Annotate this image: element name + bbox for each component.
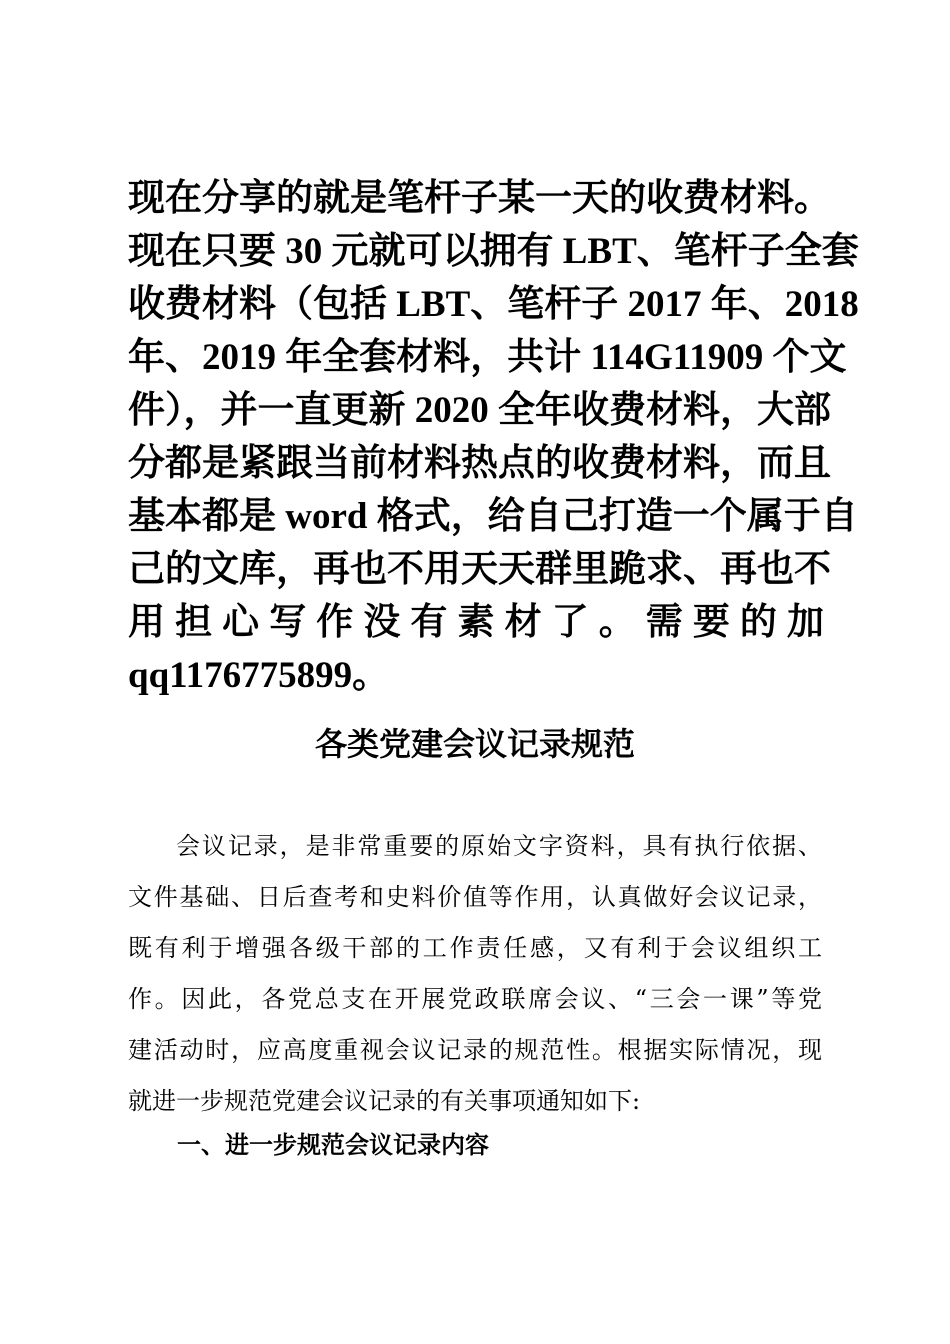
section-heading: 一、进一步规范会议记录内容 <box>177 1131 489 1159</box>
promo-line: 现在只要 30 元就可以拥有 LBT、笔杆子全套 <box>128 231 859 272</box>
promo-line: qq1176775899。 <box>128 655 390 696</box>
paragraph-line: 就进一步规范党建会议记录的有关事项通知如下: <box>128 1087 641 1115</box>
intro-paragraph <box>128 821 822 1127</box>
promo-line: 件），并一直更新 2020 全年收费材料，大部 <box>128 390 831 431</box>
paragraph-line: 建活动时，应高度重视会议记录的规范性。根据实际情况，现 <box>128 1036 822 1064</box>
paragraph-line: 既有利于增强各级干部的工作责任感，又有利于会议组织工 <box>128 934 822 962</box>
paragraph-line: 文件基础、日后查考和史料价值等作用，认真做好会议记录， <box>128 883 822 911</box>
promo-line: 年、2019 年全套材料，共计 114G11909 个文 <box>128 337 847 378</box>
document-title: 各类党建会议记录规范 <box>314 725 635 763</box>
paragraph-line: 会议记录，是非常重要的原始文字资料，具有执行依据、 <box>176 832 822 860</box>
promo-line: 现在分享的就是笔杆子某一天的收费材料。 <box>128 178 831 219</box>
promo-line: 基本都是 word 格式，给自己打造一个属于自 <box>128 496 858 537</box>
paragraph-line: 作。因此，各党总支在开展党政联席会议、“三会一课”等党 <box>128 985 822 1013</box>
promo-line: 用担心写作没有素材了。需要的加 <box>128 602 824 643</box>
promo-line: 分都是紧跟当前材料热点的收费材料，而且 <box>128 443 831 484</box>
promo-line: 己的文库，再也不用天天群里跪求、再也不 <box>128 549 831 590</box>
promo-paragraph <box>128 172 859 702</box>
promo-line: 收费材料（包括 LBT、笔杆子 2017 年、2018 <box>128 284 859 325</box>
